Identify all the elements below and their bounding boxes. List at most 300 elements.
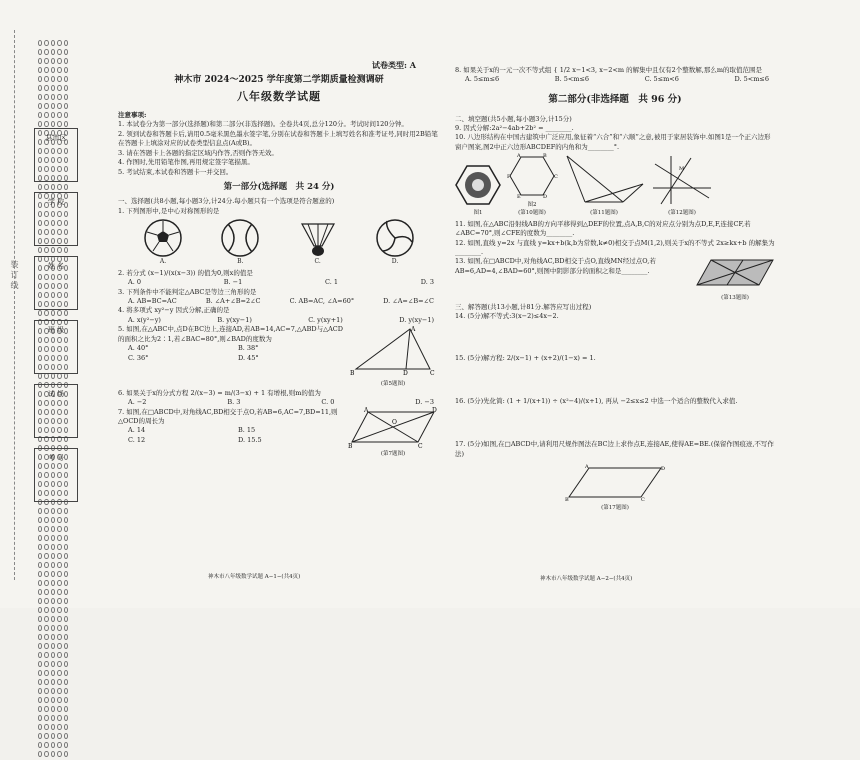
hole-row (38, 670, 68, 676)
binding-hole (38, 724, 42, 730)
part1-intro: 一、选择题(共8小题,每小题3分,计24分.每小题只有一个选项是符合题意的) (118, 197, 335, 206)
binding-hole (51, 706, 55, 712)
binding-hole (44, 526, 48, 532)
svg-text:A: A (364, 406, 369, 414)
binding-hole (44, 643, 48, 649)
info-field-label: 学 校 (47, 198, 65, 206)
binding-line (14, 30, 15, 580)
binding-hole (44, 607, 48, 613)
binding-hole (64, 580, 68, 586)
q10-stem: 10. 八边形结构在中国古建筑中广泛应用,象征着“六合”和“六顺”之意,被用于家居装饰中.如图1是一个正六边形窗户图案,图2中正六边形ABCDEF的内角和为________°. (455, 133, 771, 151)
binding-hole (44, 40, 48, 46)
info-field-box[interactable] (34, 320, 78, 374)
binding-hole (64, 49, 68, 55)
q5-options (118, 344, 348, 363)
binding-hole (57, 751, 61, 757)
binding-hole (57, 598, 61, 604)
binding-hole (38, 652, 42, 658)
info-field-label: 姓 名 (47, 262, 65, 270)
q3-option-d: D. ∠A=∠B=∠C (383, 297, 434, 306)
binding-hole (57, 517, 61, 523)
binding-hole (44, 85, 48, 91)
q8-option-d: D. 5<m≤6 (734, 75, 769, 84)
exam-title-line1: 神木市 2024～2025 学年度第二学期质量检测调研 (174, 75, 384, 85)
note-item: 5. 考试结束,本试卷和答题卡一并交回。 (118, 167, 233, 176)
svg-text:C: C (430, 370, 435, 378)
part3-intro: 三、解答题(共13小题,计81分.解答应写出过程) (455, 302, 592, 311)
hole-row (38, 607, 68, 613)
binding-hole (44, 544, 48, 550)
hole-row (38, 553, 68, 559)
q10-fig1-caption: 图1 (473, 209, 483, 216)
hole-row (38, 121, 68, 127)
binding-hole (57, 40, 61, 46)
q7-option-b: B. 15 (238, 426, 256, 435)
binding-hole (57, 679, 61, 685)
binding-hole (38, 751, 42, 757)
binding-hole (57, 76, 61, 82)
binding-hole (64, 634, 68, 640)
hole-row (38, 625, 68, 631)
hole-row (38, 112, 68, 118)
svg-text:D: D (661, 466, 666, 473)
part2-intro: 二、填空题(共5小题,每小题3分,计15分) (455, 114, 572, 123)
q6-option-a: A. −2 (128, 398, 147, 407)
part1-title: 第一部分(选择题 共 24 分) (223, 181, 335, 192)
q10-fig2 (507, 154, 557, 217)
binding-hole (64, 688, 68, 694)
q1-label-d: D. (391, 258, 399, 266)
binding-hole (64, 535, 68, 541)
svg-text:E: E (517, 194, 521, 201)
hole-row (38, 49, 68, 55)
hole-row (38, 688, 68, 694)
q10-fig2-caption: 图2 (527, 201, 537, 208)
q4-option-d: D. y(xy−1) (399, 315, 434, 324)
svg-text:C: C (641, 497, 645, 504)
q4-option-a: A. x(y²−y) (128, 315, 161, 324)
q5-option-b: B. 38° (238, 344, 259, 353)
q7-block (118, 408, 440, 459)
binding-hole (51, 526, 55, 532)
info-field-box[interactable] (34, 192, 78, 246)
binding-hole (38, 76, 42, 82)
binding-hole (57, 670, 61, 676)
svg-text:B: B (348, 442, 353, 450)
binding-hole (51, 643, 55, 649)
left-page-footer: 神木市八年级数学试题 A−1−(共4页) (208, 574, 301, 580)
svg-text:B: B (565, 497, 569, 504)
hole-row (38, 634, 68, 640)
hole-row (38, 751, 68, 757)
binding-hole (44, 679, 48, 685)
binding-hole (57, 580, 61, 586)
binding-hole (38, 697, 42, 703)
q6-option-d: D. −3 (415, 398, 434, 407)
q6-stem: 6. 如果关于x的分式方程 2/(x−3) = m/(3−x) + 1 有增根,则m的值为 (118, 388, 321, 397)
binding-hole (51, 85, 55, 91)
binding-hole (57, 535, 61, 541)
binding-hole (44, 652, 48, 658)
q1-label-a: A. (159, 258, 167, 266)
q9-stem: 9. 因式分解:2a²−4ab+2b² = ________. (455, 124, 574, 133)
notes-list (118, 120, 440, 177)
q14-stem: 14. (5分)解不等式:3(x−2)≤4x−2. (455, 312, 559, 321)
binding-hole (57, 634, 61, 640)
q4-option-c: C. y(xy+1) (308, 315, 343, 324)
svg-text:D: D (403, 370, 408, 378)
binding-hole (38, 643, 42, 649)
binding-hole (44, 724, 48, 730)
q2-option-a: A. 0 (128, 278, 141, 287)
q5-figure (348, 325, 438, 388)
svg-text:O: O (392, 418, 397, 426)
binding-hole (44, 49, 48, 55)
binding-hole (57, 544, 61, 550)
q3-stem: 3. 下列条件中不能判定△ABC是等边三角形的是 (118, 287, 257, 296)
info-field-box[interactable] (34, 256, 78, 310)
binding-hole (64, 103, 68, 109)
binding-hole (51, 121, 55, 127)
binding-hole (51, 571, 55, 577)
hole-row (38, 598, 68, 604)
binding-hole (57, 589, 61, 595)
binding-hole (38, 40, 42, 46)
binding-hole (64, 706, 68, 712)
binding-hole (38, 49, 42, 55)
binding-hole (44, 598, 48, 604)
binding-hole (44, 553, 48, 559)
binding-hole (51, 697, 55, 703)
binding-hole (51, 589, 55, 595)
binding-hole (44, 67, 48, 73)
q12-stem: 12. 如图,直线 y=2x 与直线 y=kx+b(k,b为常数,k≠0)相交于点M(1,2),则关于x的不等式 2x≥kx+b 的解集为________. (455, 238, 775, 256)
q6-option-b: B. 3 (227, 398, 241, 407)
q4-stem: 4. 将多项式 xy²−y 因式分解,正确的是 (118, 306, 230, 315)
q11-caption: (第11题图) (590, 209, 618, 216)
binding-hole (44, 76, 48, 82)
binding-margin (0, 0, 100, 608)
q10-caption: (第10题图) (518, 209, 546, 216)
binding-hole (44, 580, 48, 586)
binding-hole (64, 517, 68, 523)
binding-hole (44, 103, 48, 109)
binding-hole (38, 706, 42, 712)
binding-hole (51, 517, 55, 523)
binding-hole (51, 580, 55, 586)
binding-hole (51, 553, 55, 559)
binding-hole (38, 85, 42, 91)
binding-hole (44, 706, 48, 712)
hole-row (38, 67, 68, 73)
binding-hole (38, 580, 42, 586)
note-item: 1. 本试卷分为第一部分(选择题)和第二部分(非选择题)。全卷共4页,总分120分。考试时间120分钟。 (118, 120, 408, 129)
binding-hole (57, 697, 61, 703)
binding-hole (51, 535, 55, 541)
binding-hole (51, 40, 55, 46)
binding-hole (44, 670, 48, 676)
binding-hole (44, 94, 48, 100)
hole-row (38, 85, 68, 91)
binding-hole (38, 562, 42, 568)
binding-hole (57, 58, 61, 64)
q5-block (118, 325, 440, 388)
hole-row (38, 103, 68, 109)
q17-figure (455, 465, 775, 512)
binding-hole (64, 526, 68, 532)
binding-hole (51, 598, 55, 604)
binding-hole (64, 76, 68, 82)
binding-hole (64, 121, 68, 127)
binding-hole (64, 598, 68, 604)
binding-hole (57, 661, 61, 667)
q7-stem: 7. 如图,在□ABCD中,对角线AC,BD相交于点O,若AB=6,AC=7,BD=11,则△OCD的周长为 (118, 407, 338, 425)
binding-hole (57, 616, 61, 622)
q11-stem: 11. 如图,在△ABC沿射线AB的方向平移得到△DEF的位置,点A,B,C的对应点分别为点D,E,F,连接CF,若∠ABC=70°,则∠CFE的度数为________. (455, 219, 751, 238)
binding-hole (44, 733, 48, 739)
svg-text:C: C (554, 174, 558, 181)
q1-label-c: C. (314, 258, 321, 266)
binding-hole (57, 733, 61, 739)
binding-hole (64, 661, 68, 667)
binding-hole (57, 652, 61, 658)
binding-hole (64, 751, 68, 757)
q6-option-c: C. 0 (321, 398, 335, 407)
hole-row (38, 517, 68, 523)
binding-hole (38, 112, 42, 118)
binding-hole (44, 625, 48, 631)
hole-row (38, 742, 68, 748)
hole-row (38, 724, 68, 730)
binding-hole (64, 652, 68, 658)
binding-hole (57, 94, 61, 100)
hole-row (38, 562, 68, 568)
binding-hole (38, 598, 42, 604)
binding-hole (64, 724, 68, 730)
info-field-label: 试 场 (47, 390, 65, 398)
q7-options (118, 426, 348, 445)
q8-option-c: C. 5≤m<6 (644, 75, 679, 84)
q10-q11-q12-figures (455, 154, 775, 217)
binding-hole (51, 751, 55, 757)
binding-hole (38, 94, 42, 100)
binding-hole (64, 715, 68, 721)
q13-figure (695, 257, 775, 302)
binding-hole (64, 40, 68, 46)
hole-row (38, 715, 68, 721)
q5-stem: 5. 如图,在△ABC中,点D在BC边上,连接AD,若AB=14,AC=7,△ABD与△ACD的面积之比为2∶1,若∠BAC=80°,则∠BAD的度数为 (118, 325, 343, 343)
svg-text:F: F (507, 174, 511, 181)
binding-hole (38, 553, 42, 559)
note-item: 3. 请在答题卡上各题的指定区域内作答,否则作答无效。 (118, 148, 278, 157)
hole-row (38, 706, 68, 712)
binding-hole (44, 616, 48, 622)
q12-figure (651, 154, 713, 217)
binding-hole (38, 715, 42, 721)
binding-hole (44, 589, 48, 595)
binding-hole (38, 535, 42, 541)
binding-hole (64, 733, 68, 739)
q3-option-c: C. AB=AC, ∠A=60° (289, 297, 355, 306)
hole-row (38, 616, 68, 622)
exam-title-line2: 八年级数学试题 (237, 90, 321, 104)
binding-hole (57, 571, 61, 577)
binding-hole (38, 589, 42, 595)
q1-label-b: B. (237, 258, 244, 266)
q2-option-d: D. 3 (420, 278, 434, 287)
volleyball-figure (370, 218, 420, 267)
binding-hole (38, 571, 42, 577)
q5-option-c: C. 36° (128, 353, 149, 362)
notes-title: 注意事项: (118, 110, 147, 119)
svg-text:B: B (350, 370, 355, 378)
q13-block (455, 257, 775, 302)
binding-hole (64, 85, 68, 91)
svg-text:D: D (543, 194, 548, 201)
binding-hole (57, 67, 61, 73)
info-field-box[interactable] (34, 384, 78, 438)
binding-hole (51, 58, 55, 64)
binding-hole (64, 553, 68, 559)
q7-option-d: D. 15.5 (238, 435, 262, 444)
q4-options (118, 316, 440, 325)
binding-hole (57, 85, 61, 91)
hole-row (38, 571, 68, 577)
binding-caption: 装 订 线 (10, 260, 19, 290)
info-field-box[interactable] (34, 448, 78, 502)
binding-hole (38, 517, 42, 523)
q3-option-a: A. AB=BC=AC (128, 297, 177, 306)
binding-hole (57, 625, 61, 631)
binding-hole (51, 661, 55, 667)
binding-hole (44, 121, 48, 127)
binding-hole (44, 58, 48, 64)
hole-row (38, 58, 68, 64)
info-field-box[interactable] (34, 128, 78, 182)
q13-stem: 13. 如图,在□ABCD中,对角线AC,BD相交于点O,直线MN经过点O,若AB=6,AD=4,∠BAD=60°,则图中阴影部分的面积之和是________. (455, 257, 656, 275)
q7-option-c: C. 12 (128, 435, 146, 444)
binding-hole (64, 616, 68, 622)
soccer-ball-figure (138, 218, 188, 267)
note-item: 4. 作图时,先用铅笔作图,再用规定签字笔描黑。 (118, 158, 254, 167)
binding-hole (38, 688, 42, 694)
q11-figure (563, 154, 645, 217)
binding-hole (38, 733, 42, 739)
binding-hole (44, 688, 48, 694)
binding-hole (51, 94, 55, 100)
binding-hole (51, 688, 55, 694)
binding-hole (57, 607, 61, 613)
q7-caption: (第7题图) (380, 450, 406, 457)
q8-options (455, 75, 775, 84)
binding-hole (38, 607, 42, 613)
binding-hole (51, 112, 55, 118)
hole-row (38, 697, 68, 703)
binding-hole (57, 706, 61, 712)
svg-text:B: B (543, 153, 547, 160)
binding-hole (51, 724, 55, 730)
binding-hole (57, 112, 61, 118)
binding-hole (57, 562, 61, 568)
binding-hole (51, 733, 55, 739)
hole-row (38, 661, 68, 667)
binding-hole (38, 742, 42, 748)
hole-row (38, 679, 68, 685)
binding-hole (57, 103, 61, 109)
binding-hole (44, 517, 48, 523)
q2-stem: 2. 若分式 (x−1)/(x(x−3)) 的值为0,则x的值是 (118, 268, 253, 277)
q8-stem: 8. 如果关于x的一元一次不等式组 { 1/2 x−1<3, x−2<m 的解集中且仅有2个整数解,那么m的取值范围是 (455, 66, 762, 74)
q13-caption: (第13题图) (721, 294, 749, 301)
q6-options (118, 398, 440, 407)
q16-stem: 16. (5分)先化简: (1 + 1/(x+1)) ÷ (x²−4)/(x+1), 再从 −2≤x≤2 中选一个适合的整数代入求值. (455, 397, 738, 406)
binding-hole (44, 751, 48, 757)
q4-option-b: B. y(xy−1) (217, 315, 252, 324)
binding-hole (51, 679, 55, 685)
binding-hole (51, 76, 55, 82)
binding-hole (64, 112, 68, 118)
binding-hole (57, 526, 61, 532)
binding-hole (44, 742, 48, 748)
binding-hole (64, 670, 68, 676)
binding-hole (57, 688, 61, 694)
binding-hole (57, 715, 61, 721)
binding-hole (64, 562, 68, 568)
binding-hole (64, 625, 68, 631)
info-fields (34, 128, 78, 512)
binding-hole (64, 571, 68, 577)
binding-hole (44, 661, 48, 667)
hole-row (38, 40, 68, 46)
binding-hole (57, 121, 61, 127)
left-page (118, 62, 440, 459)
binding-hole (44, 562, 48, 568)
hole-row (38, 589, 68, 595)
q1-figures (118, 218, 440, 267)
binding-hole (57, 724, 61, 730)
binding-hole (51, 544, 55, 550)
q8-option-a: A. 5≤m≤6 (465, 75, 500, 84)
binding-hole (44, 634, 48, 640)
info-field-label: 班 级 (47, 326, 65, 334)
binding-hole (38, 544, 42, 550)
q2-option-c: C. 1 (324, 278, 338, 287)
right-page (455, 66, 775, 513)
binding-hole (38, 670, 42, 676)
hole-row (38, 76, 68, 82)
binding-hole (44, 571, 48, 577)
hole-row (38, 643, 68, 649)
binding-hole (64, 94, 68, 100)
binding-hole (51, 715, 55, 721)
q17-stem: 17. (5分)如图,在□ABCD中,请利用尺规作图法在BC边上求作点E,连接AE,使得AE=BE.(保留作图痕迹,不写作法) (455, 440, 774, 458)
binding-hole (64, 679, 68, 685)
hole-row (38, 580, 68, 586)
q17-caption: (第17题图) (601, 504, 629, 511)
right-page-footer: 神木市八年级数学试题 A−2−(共4页) (540, 576, 633, 582)
q2-options (118, 278, 440, 287)
binding-hole (51, 625, 55, 631)
note-item: 2. 领到试卷和答题卡后,请用0.5毫米黑色墨水签字笔,分别在试卷和答题卡上填写姓名和准考证号,同时用2B铅笔在答题卡上填涂对应的试卷类型信息点(A或B)。 (118, 129, 438, 148)
binding-hole (51, 49, 55, 55)
svg-text:D: D (432, 406, 437, 414)
binding-hole (57, 553, 61, 559)
q1-stem: 1. 下列图形中,是中心对称图形的是 (118, 206, 220, 215)
q10-fig1 (455, 164, 501, 217)
binding-hole (38, 679, 42, 685)
binding-hole (57, 742, 61, 748)
q2-option-b: B. −1 (223, 278, 243, 287)
